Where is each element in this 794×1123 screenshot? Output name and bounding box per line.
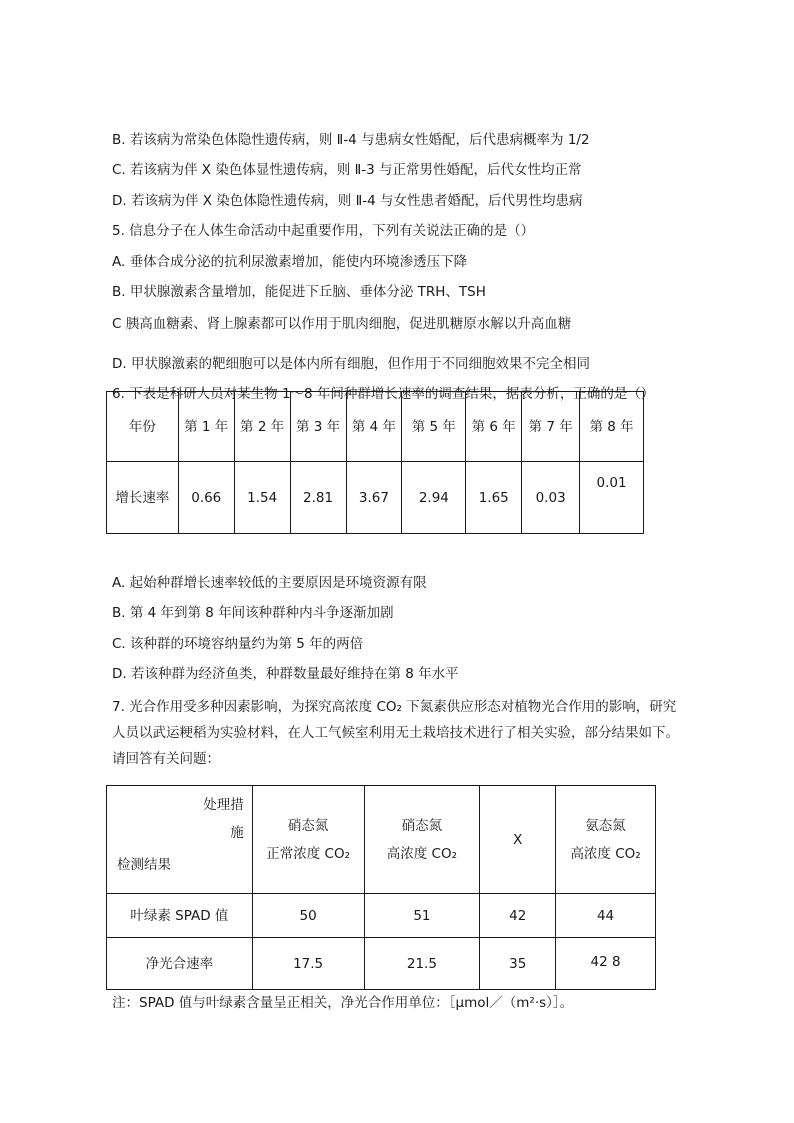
question-6: 6. 下表是科研人员对某生物 1～8 年间种群增长速率的调查结果，据表分析，正确的是（） [112, 386, 655, 402]
year-cell: 第 3 年 [290, 392, 346, 462]
rate-cell: 0.66 [178, 462, 234, 534]
treatment-header [364, 786, 480, 894]
growth-rate-table [106, 391, 644, 534]
year-cell: 第 7 年 [522, 392, 580, 462]
value-cell: 42 8 [556, 938, 656, 990]
value-cell: 44 [556, 894, 656, 938]
option-b-q6: B. 第 4 年到第 8 年间该种群种内斗争逐渐加剧 [112, 605, 394, 621]
option-b-q5: B. 甲状腺激素含量增加，能促进下丘脑、垂体分泌 TRH、TSH [112, 284, 486, 300]
year-cell: 第 1 年 [178, 392, 234, 462]
value-cell: 50 [252, 894, 364, 938]
option-d-q4: D. 若该病为伴 X 染色体隐性遗传病，则 Ⅱ-4 与女性患者婚配，后代男性均患病 [112, 193, 583, 209]
year-cell: 第 5 年 [402, 392, 466, 462]
rate-cell: 1.65 [466, 462, 522, 534]
option-d-q6: D. 若该种群为经济鱼类，种群数量最好维持在第 8 年水平 [112, 666, 459, 682]
year-header: 年份 [107, 392, 179, 462]
year-cell: 第 4 年 [346, 392, 402, 462]
treatment-header [252, 786, 364, 894]
rate-cell: 0.01 [580, 462, 644, 534]
corner-bottom-label: 检测结果 [117, 857, 171, 873]
treatment-header [556, 786, 656, 894]
treatment-line1: 硝态氮 [401, 817, 443, 834]
value-cell: 17.5 [252, 938, 364, 990]
value-cell: 35 [480, 938, 556, 990]
option-c-q6: C. 该种群的环境容纳量约为第 5 年的两倍 [112, 636, 364, 652]
option-a-q6: A. 起始种群增长速率较低的主要原因是环境资源有限 [112, 575, 427, 591]
rate-cell: 2.81 [290, 462, 346, 534]
rate-cell: 1.54 [234, 462, 290, 534]
rate-cell: 0.03 [522, 462, 580, 534]
question-7: 7. 光合作用受多种因素影响，为探究高浓度 CO₂ 下氮素供应形态对植物光合作用的影响，研究人员以武运粳稻为实验材料，在人工气候室利用无土栽培技术进行了相关实验，部分结果如下。请回答有关问题： [112, 699, 679, 767]
treatment-line2: 高浓度 CO₂ [386, 845, 458, 862]
rate-cell: 3.67 [346, 462, 402, 534]
treatment-header [480, 786, 556, 894]
corner-mid-label: 施 [230, 825, 244, 841]
option-d-q5: D. 甲状腺激素的靶细胞可以是体内所有细胞，但作用于不同细胞效果不完全相同 [112, 356, 590, 372]
nitrogen-co2-table [106, 785, 656, 990]
option-c-q5: C 胰高血糖素、肾上腺素都可以作用于肌肉细胞，促进肌糖原水解以升高血糖 [112, 316, 572, 332]
value-cell: 21.5 [364, 938, 480, 990]
treatment-line1: 氨态氮 [585, 817, 626, 834]
value-cell: 42 [480, 894, 556, 938]
treatment-line2: 高浓度 CO₂ [570, 845, 641, 862]
treatment-line2: 正常浓度 CO₂ [266, 845, 350, 862]
option-a-q5: A. 垂体合成分泌的抗利尿激素增加，能使内环境渗透压下降 [112, 254, 468, 270]
option-c-q4: C. 若该病为伴 X 染色体显性遗传病，则 Ⅱ-3 与正常男性婚配，后代女性均正常 [112, 162, 582, 178]
row-label: 叶绿素 SPAD 值 [107, 894, 253, 938]
year-cell: 第 2 年 [234, 392, 290, 462]
rate-cell: 2.94 [402, 462, 466, 534]
treatment-line1: X [513, 831, 523, 848]
option-b-q4: B. 若该病为常染色体隐性遗传病，则 Ⅱ-4 与患病女性婚配，后代患病概率为 1/2 [112, 132, 590, 148]
rate-header: 增长速率 [107, 462, 179, 534]
question-5: 5. 信息分子在人体生命活动中起重要作用，下列有关说法正确的是（） [112, 223, 535, 239]
row-label: 净光合速率 [107, 938, 253, 990]
corner-header [107, 786, 253, 894]
value-cell: 51 [364, 894, 480, 938]
corner-top-label: 处理措 [203, 797, 244, 813]
table-note: 注：SPAD 值与叶绿素含量呈正相关，净光合作用单位：［μmol／（m²·s）］。 [112, 995, 574, 1011]
year-cell: 第 6 年 [466, 392, 522, 462]
year-cell: 第 8 年 [580, 392, 644, 462]
treatment-line1: 硝态氮 [287, 817, 329, 834]
